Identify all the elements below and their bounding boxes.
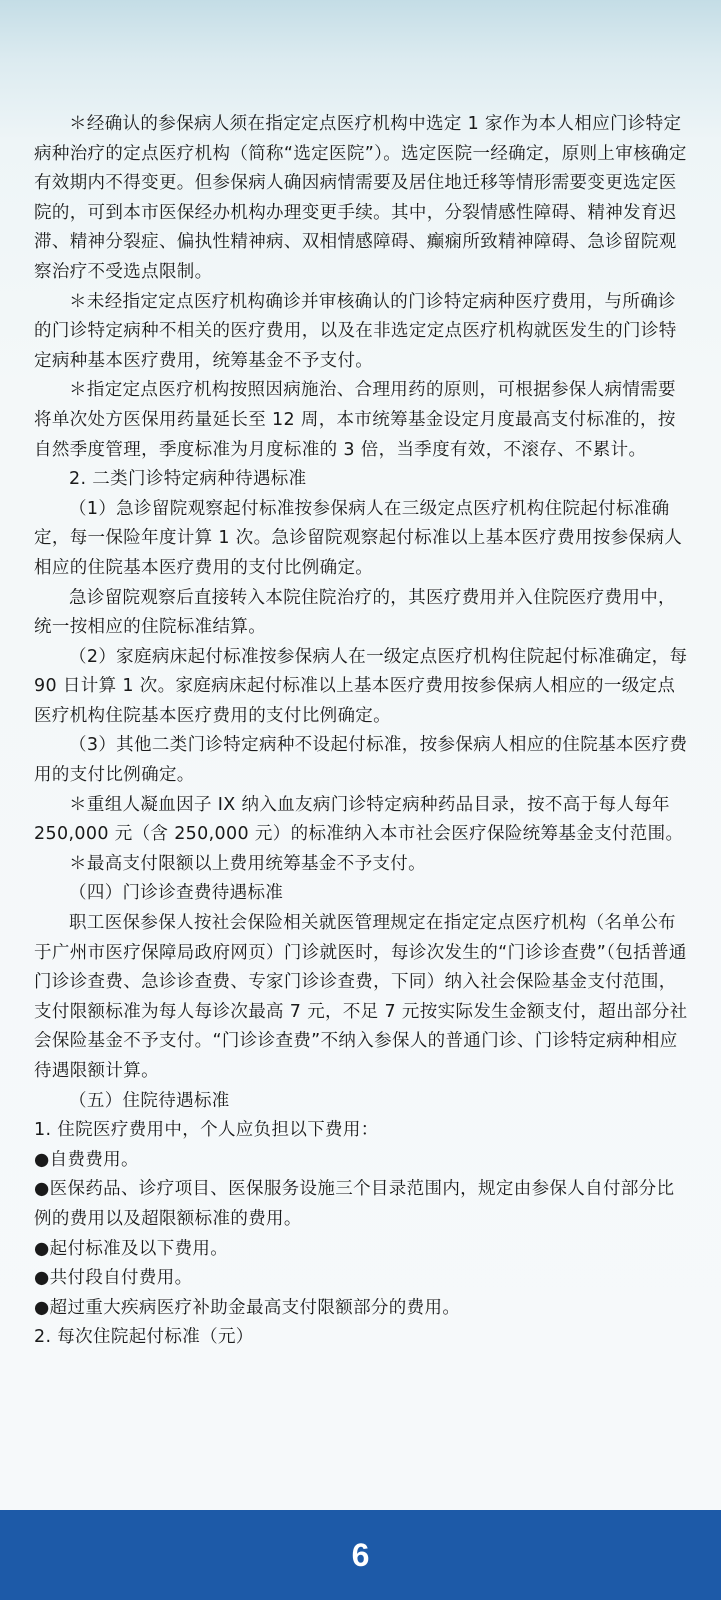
paragraph-other-category-two: （3）其他二类门诊特定病种不设起付标准，按参保病人相应的住院基本医疗费用的支付比例确定。 (34, 735, 688, 786)
list-item: ●医保药品、诊疗项目、医保服务设施三个目录范围内，规定由参保人自付部分比例的费用以及超限额标准的费用。 (34, 1179, 675, 1229)
list-item: ●共付段自付费用。 (34, 1268, 193, 1289)
paragraph-home-bed: （2）家庭病床起付标准按参保病人在一级定点医疗机构住院起付标准确定，每 90 日计算 1 次。家庭病床起付标准以上基本医疗费用按参保病人相应的一级定点医疗机构住院基本医疗费用的支付比例确定。 (34, 646, 688, 726)
paragraph-transfer-inpatient: 急诊留院观察后直接转入本院住院治疗的，其医疗费用并入住院医疗费用中，统一按相应的住院标准结算。 (34, 587, 676, 638)
list-item: ●自费费用。 (34, 1149, 139, 1170)
paragraph-consultation-fee: 职工医保参保人按社会保险相关就医管理规定在指定定点医疗机构（名单公布于广州市医疗保障局政府网页）门诊就医时，每诊次发生的“门诊诊查费”（包括普通门诊诊查费、急诊诊查费、专家门诊诊查费，下同）纳入社会保险基金支付范围，支付限额标准为每人每诊次最高 7 元，不足 7 元按实际发生金额支付，超出部分社会保险基金不予支付。“门诊诊查费”不纳入参保人的普通门诊、门诊特定病种相应待遇限额计算。 (34, 913, 688, 1081)
page-number: 6 (351, 1536, 370, 1573)
section-heading-category-two: 2. 二类门诊特定病种待遇标准 (69, 469, 307, 490)
footer-band (0, 1510, 721, 1600)
list-heading-personal-costs: 1. 住院医疗费用中，个人应负担以下费用： (34, 1120, 379, 1141)
paragraph-designated-hospital: ＊经确认的参保病人须在指定定点医疗机构中选定 1 家作为本人相应门诊特定病种治疗的定点医疗机构（简称“选定医院”）。选定医院一经确定，原则上审核确定有效期内不得变更。但参保病人确因病情需要及居住地迁移等情形需要变更选定医院的，可到本市医保经办机构办理变更手续。其中，分裂情感性障碍、精神发育迟滞、精神分裂症、偏执性精神病、双相情感障碍、癫痫所致精神障碍、急诊留院观察治疗不受选点限制。 (34, 114, 687, 282)
list-item: ●起付标准及以下费用。 (34, 1238, 229, 1259)
paragraph-emergency-observation: （1）急诊留院观察起付标准按参保病人在三级定点医疗机构住院起付标准确定，每一保险年度计算 1 次。急诊留院观察起付标准以上基本医疗费用按参保病人相应的住院基本医疗费用的支付比例确定。 (34, 498, 683, 578)
document-body (34, 110, 689, 1353)
paragraph-unconfirmed-costs: ＊未经指定定点医疗机构确诊并审核确认的门诊特定病种医疗费用，与所确诊的门诊特定病种不相关的医疗费用，以及在非选定定点医疗机构就医发生的门诊特定病种基本医疗费用，统筹基金不予支付。 (34, 291, 677, 371)
paragraph-max-limit: ＊最高支付限额以上费用统筹基金不予支付。 (69, 853, 426, 874)
paragraph-prescription-duration: ＊指定定点医疗机构按照因病施治、合理用药的原则，可根据参保人病情需要将单次处方医保用药量延长至 12 周，本市统筹基金设定月度最高支付标准的，按自然季度管理，季度标准为月度标准的 3 倍，当季度有效，不滚存、不累计。 (34, 380, 676, 460)
list-heading-deductible: 2. 每次住院起付标准（元） (34, 1327, 254, 1348)
paragraph-coagulation-factor: ＊重组人凝血因子 IX 纳入血友病门诊特定病种药品目录，按不高于每人每年 250,000 元（含 250,000 元）的标准纳入本市社会医疗保险统筹基金支付范围。 (34, 794, 684, 845)
section-heading-inpatient: （五）住院待遇标准 (69, 1090, 230, 1111)
section-heading-consultation-fee: （四）门诊诊查费待遇标准 (69, 883, 284, 904)
list-item: ●超过重大疾病医疗补助金最高支付限额部分的费用。 (34, 1297, 461, 1318)
